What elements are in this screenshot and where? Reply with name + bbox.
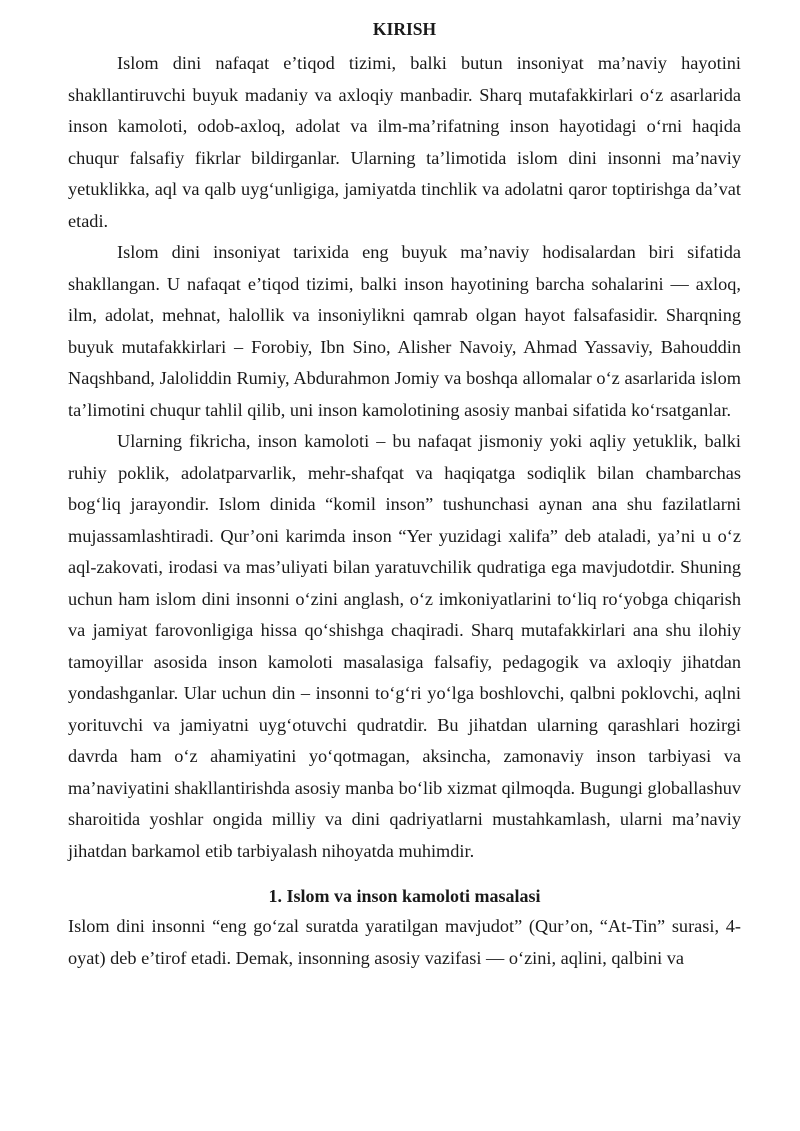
intro-paragraph-3: Ularning fikricha, inson kamoloti – bu nafaqat jismoniy yoki aqliy yetuklik, balki ruhiy poklik, adolatparvarlik, mehr-shafqat va haqiqatga sodiqlik bilan chambarchas bog‘liq jarayondir. Islom dinida “komil inson” tushunchasi aynan ana shu fazilatlarni mujassamlashtiradi. Qur’oni karimda inson “Yer yuzidagi xalifa” deb ataladi, ya’ni u o‘z aql-zakovati, irodasi va mas’uliyati bilan yaratuvchilik qudratiga ega mavjudotdir. Shuning uchun ham islom dini insonni o‘zini anglash, o‘z imkoniyatlarini to‘liq ro‘yobga chiqarish va jamiyat farovonligiga hissa qo‘shishga chaqiradi. Sharq mutafakkirlari ana shu ilohiy tamoyillar asosida inson kamoloti masalasiga falsafiy, pedagogik va axloqiy jihatdan yondashganlar. Ular uchun din – insonni to‘g‘ri yo‘lga boshlovchi, qalbni poklovchi, aqlni yorituvchi va jamiyatni uyg‘otuvchi qudratdir. Bu jihatdan ularning qarashlari hozirgi davrda ham o‘z ahamiyatini yo‘qotmagan, aksincha, zamonaviy inson tarbiyasi va ma’naviyatini shakllantirishda asosiy manba bo‘lib xizmat qilmoqda. Bugungi globallashuv sharoitida yoshlar ongida milliy va dini qadriyatlarni mustahkamlash, ularni ma’naviy jihatdan barkamol etib tarbiyalash nihoyatda muhimdir. (68, 431, 741, 861)
section-title: 1. Islom va inson kamoloti masalasi (268, 886, 541, 906)
intro-paragraph-1: Islom dini nafaqat e’tiqod tizimi, balki butun insoniyat ma’naviy hayotini shakllantiruvchi buyuk madaniy va axloqiy manbadir. Sharq mutafakkirlari o‘z asarlarida inson kamoloti, odob-axloq, adolat va ilm-ma’rifatning inson hayotidagi o‘rni haqida chuqur falsafiy fikrlar bildirganlar. Ularning ta’limotida islom dini insonni ma’naviy yetuklikka, aql va qalb uyg‘unligiga, jamiyatda tinchlik va adolatni qaror toptirishga da’vat etadi. (68, 53, 741, 231)
intro-paragraph-2: Islom dini insoniyat tarixida eng buyuk ma’naviy hodisalardan biri sifatida shakllangan. U nafaqat e’tiqod tizimi, balki inson hayotining barcha sohalarini — axloq, ilm, adolat, mehnat, halollik va insoniylikni qamrab olgan hayot falsafasidir. Sharqning buyuk mutafakkirlari – Forobiy, Ibn Sino, Alisher Navoiy, Ahmad Yassaviy, Bahouddin Naqshband, Jaloliddin Rumiy, Abdurahmon Jomiy va boshqa allomalar o‘z asarlarida islom ta’limotini chuqur tahlil qilib, uni inson kamolotining asosiy manbai sifatida ko‘rsatganlar. (68, 242, 741, 420)
document-page (68, 18, 741, 974)
section-paragraph: Islom dini insonni “eng go‘zal suratda yaratilgan mavjudot” (Qur’on, “At-Tin” surasi, 4-oyat) deb e’tirof etadi. Demak, insonning asosiy vazifasi — o‘zini, aqlini, qalbini va (68, 916, 741, 968)
page-heading: KIRISH (372, 19, 437, 39)
